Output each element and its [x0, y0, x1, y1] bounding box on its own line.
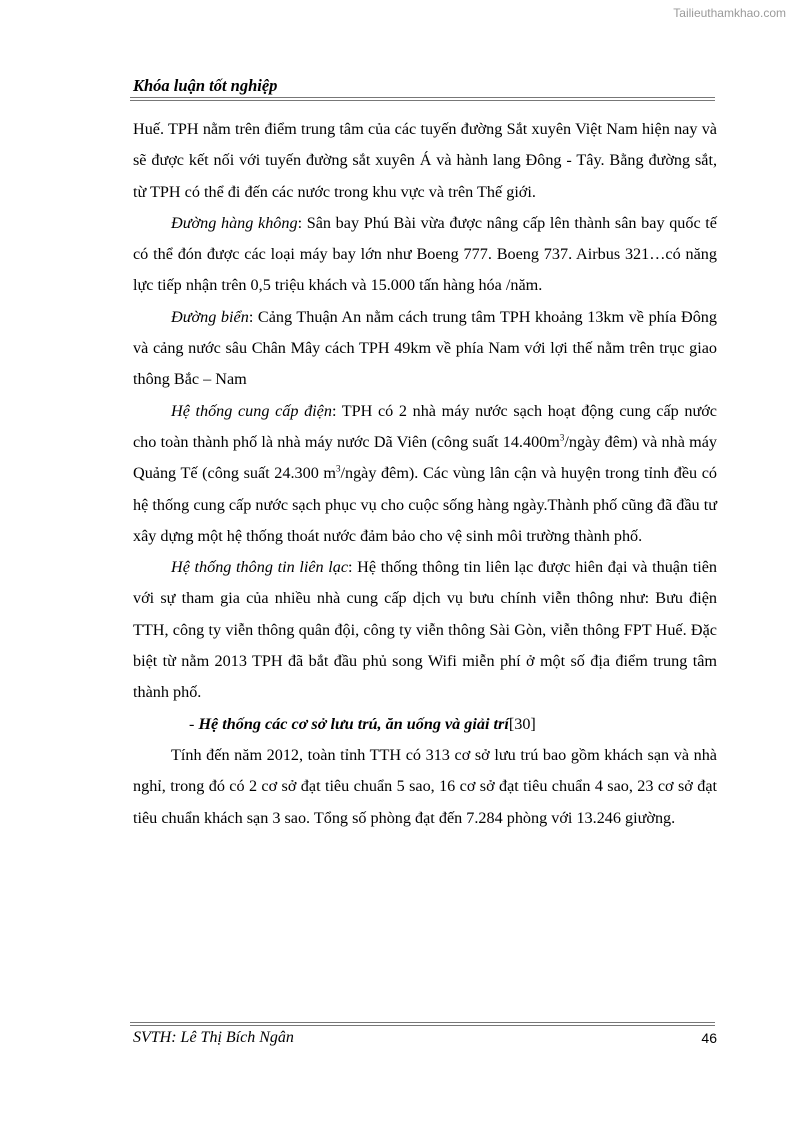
footer-divider	[130, 1022, 715, 1026]
superscript-a: 3	[559, 432, 565, 443]
superscript-b: 3	[335, 463, 341, 474]
paragraph-accommodation: Tính đến năm 2012, toàn tỉnh TTH có 313 cơ sở lưu trú bao gồm khách sạn và nhà nghỉ, trong đó có 2 cơ sở đạt tiêu chuẩn 5 sao, 16 cơ sở đạt tiêu chuẩn 4 sao, 23 cơ sở đạt tiêu chuẩn khách sạn 3 sao. Tổng số phòng đạt đến 7.284 phòng với 13.246 giường.	[133, 745, 717, 827]
section-heading	[133, 709, 717, 740]
footer-author: SVTH: Lê Thị Bích Ngân	[133, 1029, 294, 1046]
document-body	[133, 114, 717, 834]
seaway-label: Đường biển	[171, 307, 249, 326]
water-supply-text-b: /ngày đêm) và nhà máy Quảng Tế (công suất 24.300 m	[133, 432, 718, 483]
telecom-label: Hệ thống thông tin liên lạc	[171, 558, 349, 577]
airway-text: : Sân bay Phú Bài vừa được nâng cấp lên thành sân bay quốc tế có thể đón được các loại máy bay lớn như Boeng 777. Boeng 737. Airbus 321…có năng lực tiếp nhận trên 0,5 triệu khách và 15.000 tấn hàng hóa /năm.	[133, 213, 717, 295]
header-title: Khóa luận tốt nghiệp	[133, 76, 278, 95]
heading-dash: -	[189, 714, 199, 733]
page-number: 46	[701, 1030, 717, 1046]
paragraph-water-supply	[133, 396, 717, 552]
watermark: Tailieuthamkhao.com	[673, 6, 786, 20]
heading-text: Hệ thống các cơ sở lưu trú, ăn uống và giải trí	[198, 714, 509, 733]
paragraph-railway: Huế. TPH nằm trên điểm trung tâm của các tuyến đường Sắt xuyên Việt Nam hiện nay và sẽ được kết nối với tuyến đường sắt xuyên Á và hành lang Đông - Tây. Bằng đường sắt, từ TPH có thể đi đến các nước trong khu vực và trên Thế giới.	[133, 120, 717, 201]
telecom-text: : Hệ thống thông tin liên lạc được hiên đại và thuận tiên với sự tham gia của nhiều nhà cung cấp dịch vụ bưu chính viễn thông như: Bưu điện TTH, công ty viễn thông quân đội, công ty viễn thông Sài Gòn, viễn thông FPT Huế. Đặc biệt từ nằm 2013 TPH đã bắt đầu phủ song Wifi miễn phí ở một số địa điểm trung tâm thành phố.	[133, 558, 717, 702]
heading-reference: [30]	[508, 714, 536, 733]
paragraph-seaway	[133, 302, 717, 396]
airway-label: Đường hàng không	[171, 213, 298, 232]
water-supply-text-c: /ngày đêm). Các vùng lân cận và huyện trong tỉnh đều có hệ thống cung cấp nước sạch phục vụ cho cuộc sống hàng ngày.Thành phố cũng đã đầu tư xây dựng một hệ thống thoát nước đảm bảo cho vệ sinh môi trường thành phố.	[133, 464, 717, 545]
paragraph-airway	[133, 208, 717, 302]
paragraph-telecom	[133, 552, 717, 708]
water-supply-label: Hệ thống cung cấp điện	[171, 401, 332, 420]
water-supply-text-a: : TPH có 2 nhà máy nước sạch hoạt động cung cấp nước cho toàn thành phố là nhà máy nước Dã Viên (công suất 14.400m	[133, 401, 717, 451]
seaway-text: : Cảng Thuận An nằm cách trung tâm TPH khoảng 13km về phía Đông và cảng nước sâu Chân Mây cách TPH 49km về phía Nam với lợi thế nằm trên trục giao thông Bắc – Nam	[133, 307, 717, 389]
header-divider	[130, 97, 715, 101]
